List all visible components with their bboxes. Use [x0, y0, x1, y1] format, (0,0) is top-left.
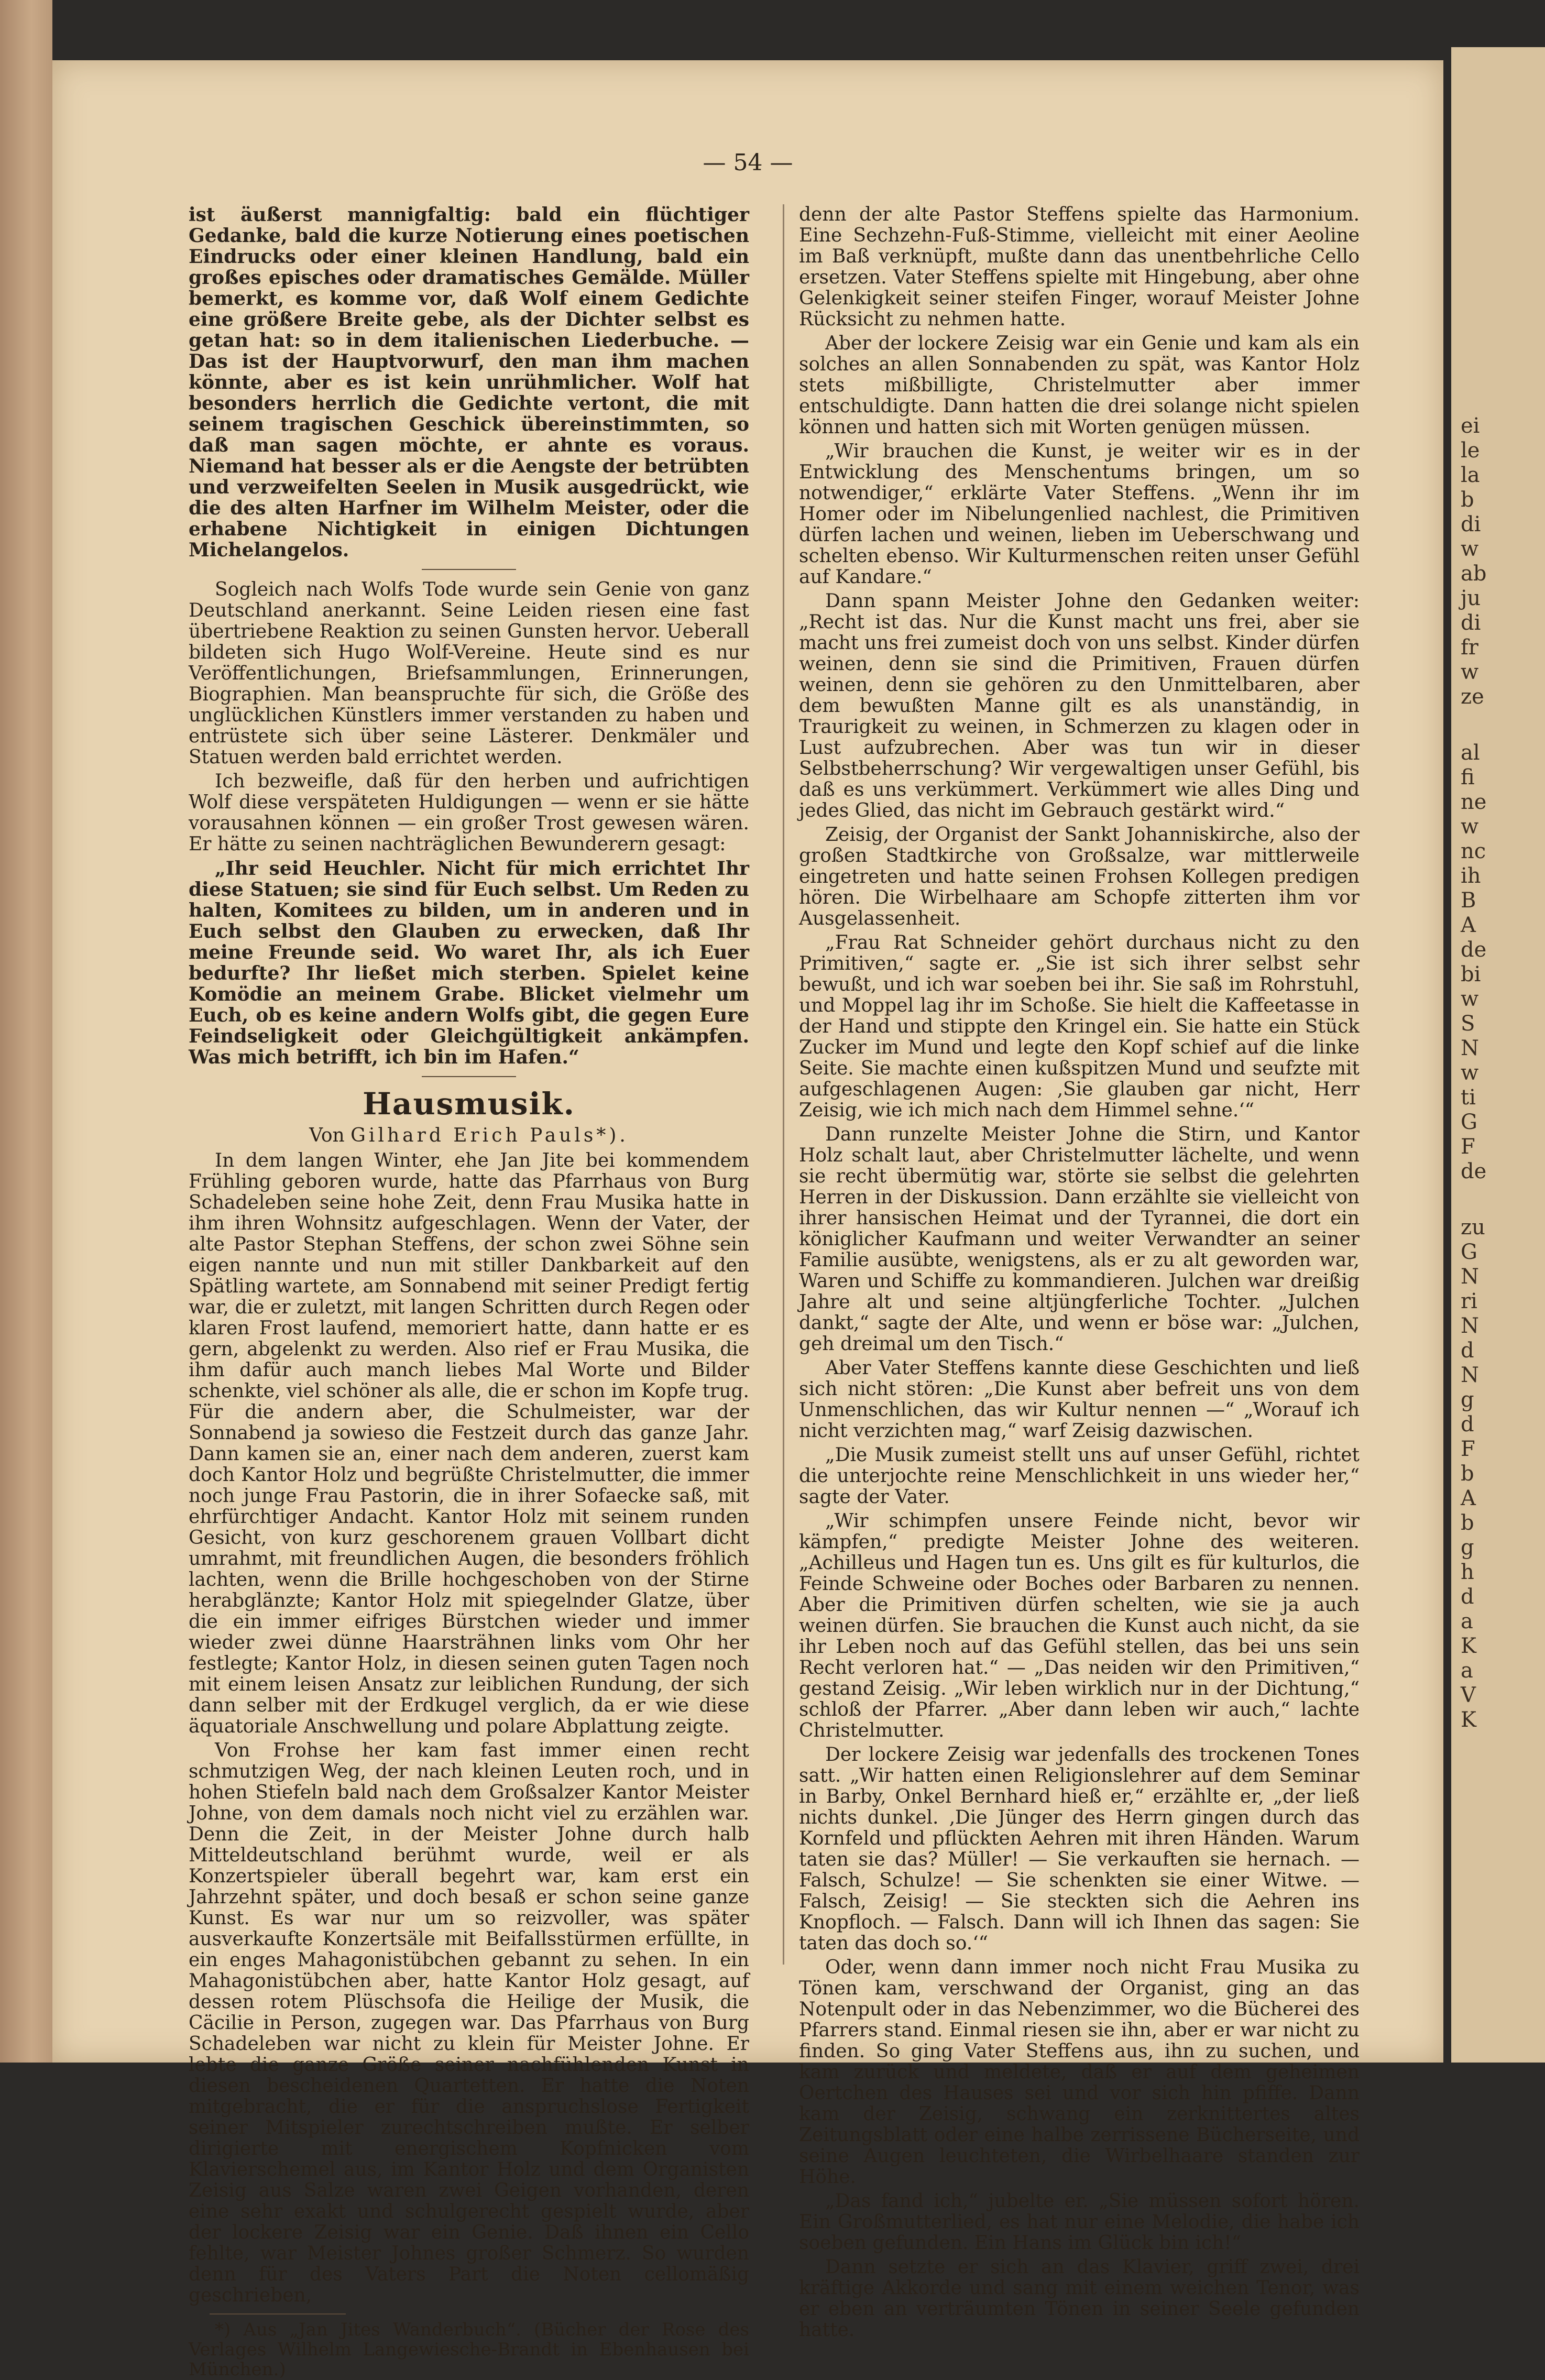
edge-text-fragment: bi: [1461, 962, 1481, 986]
edge-text-fragment: A: [1461, 913, 1476, 937]
edge-text-fragment: di: [1461, 512, 1481, 536]
edge-text-fragment: la: [1461, 463, 1480, 487]
edge-text-fragment: di: [1461, 611, 1481, 635]
edge-text-fragment: ze: [1461, 685, 1484, 709]
newspaper-page: [52, 60, 1443, 2380]
story-paragraph: Zeisig, der Organist der Sankt Johanniskirche, also der großen Stadtkirche von Großsalze, war mittlerweile eingetreten und hatte seinen Frohsen Kollegen predigen hören. Die Wirbelhaare am Schopfe zitterten ihm vor Ausgelassenheit.: [799, 824, 1360, 929]
story-paragraph: „Das fand ich,“ jubelte er. „Sie müssen sofort hören. Ein Großmutterlied, es hat nur eine Melodie, die habe ich soeben gefunden. Ein Hans im Glück bin ich!“: [799, 2190, 1360, 2254]
footnote-divider: [210, 2313, 346, 2315]
story-paragraph: Dann spann Meister Johne den Gedanken weiter: „Recht ist das. Nur die Kunst macht uns frei, aber sie macht uns frei zumeist doch von uns selbst. Kinder dürfen weinen, denn sie sind die Primitiven, Frauen dürfen weinen, denn sie gehören zu den Unmittelbaren, aber dem bewußten Manne gilt es als unanständig, in Traurigkeit zu weinen, in Schmerzen zu klagen oder in Lust aufzubrechen. Aber was tun wir in dieser Selbstbeherrschung? Wir vergewaltigen unser Gefühl, bis daß es uns verkümmert. Verkümmert wie alles Ding und jedes Glied, das nicht im Gebrauch gestärkt wird.“: [799, 590, 1360, 821]
story-paragraph: denn der alte Pastor Steffens spielte das Harmonium. Eine Sechzehn-Fuß-Stimme, vielleicht mit einer Aeoline im Baß verknüpft, mußte dann das unentbehrliche Cello ersetzen. Vater Steffens spielte mit Hingebung, aber ohne Gelenkigkeit seiner steifen Finger, worauf Meister Johne Rücksicht zu nehmen hatte.: [799, 204, 1360, 330]
story-paragraph: Von Frohse her kam fast immer einen recht schmutzigen Weg, der nach kleinen Leuten roch, und in hohen Stiefeln bald nach dem Großsalzer Kantor Meister Johne, von dem damals noch nicht viel zu erzählen war. Denn die Zeit, in der Meister Johne durch halb Mitteldeutschland berühmt wurde, weil er als Konzertspieler überall begehrt war, kam erst ein Jahrzehnt später, und doch besaß er schon seine ganze Kunst. Es war nur um so reizvoller, was später ausverkaufte Konzertsäle mit Beifallsstürmen erfüllte, in ein enges Mahagonistübchen gebannt zu sehen. In ein Mahagonistübchen aber, hatte Kantor Holz gesagt, auf dessen rotem Plüschsofa die Heilige der Musik, die Cäcilie in Person, zugegen war. Das Pfarrhaus von Burg Schadeleben war nicht zu klein für Meister Johne. Er lebte die ganze Größe seiner nachfühlenden Kunst in diesen bescheidenen Quartetten. Er hatte die Noten mitgebracht, die er für die anspruchslose Fertigkeit seiner Mitspieler zurechtschreiben mußte. Er selber dirigierte mit energischem Kopfnicken vom Klavierschemel aus, im Kantor Holz und dem Organisten Zeisig aus Salze waren zwei Geigen vorhanden, deren eine sehr exakt und schulgerecht gespielt wurde, aber der lockere Zeisig war ein Genie. Daß ihnen ein Cello fehlte, war Meister Johnes großer Schmerz. So wurden denn für des Vaters Part die Noten cellomäßig geschrieben,: [189, 1740, 749, 2306]
edge-text-fragment: G: [1461, 1240, 1477, 1264]
edge-text-fragment: nc: [1461, 839, 1486, 863]
article-byline: [189, 1125, 749, 1146]
edge-text-fragment: b: [1461, 1462, 1474, 1486]
story-paragraph: Der lockere Zeisig war jedenfalls des trockenen Tones satt. „Wir hatten einen Religionslehrer auf dem Seminar in Barby, Onkel Bernhard hieß er,“ erzählte er, „der ließ nichts dunkel. ‚Die Jünger des Herrn gingen durch das Kornfeld und pflückten Aehren mit ihren Händen. Warum taten sie das? Müller! — Sie verkauften sie hernach. — Falsch, Schulze! — Sie schenkten sie einer Witwe. — Falsch, Zeisig! — Sie steckten sich die Aehren ins Knopfloch. — Falsch. Dann will ich Ihnen das sagen: Sie taten das doch so.‘“: [799, 1744, 1360, 1954]
edge-text-fragment: S: [1461, 1012, 1475, 1036]
edge-text-fragment: ab: [1461, 562, 1487, 586]
page-number: — 54 —: [703, 149, 793, 176]
edge-text-fragment: ih: [1461, 864, 1481, 888]
edge-text-fragment: ti: [1461, 1085, 1476, 1110]
edge-text-fragment: w: [1461, 815, 1479, 839]
edge-text-fragment: F: [1461, 1135, 1475, 1159]
edge-text-fragment: g: [1461, 1388, 1474, 1412]
edge-text-fragment: b: [1461, 1511, 1474, 1535]
edge-text-fragment: b: [1461, 488, 1474, 512]
edge-text-fragment: zu: [1461, 1215, 1485, 1240]
edge-text-fragment: ne: [1461, 790, 1487, 814]
edge-text-fragment: ri: [1461, 1289, 1477, 1313]
article-heading: Hausmusik.: [363, 1086, 575, 1122]
next-page-edge: [1451, 47, 1545, 2063]
story-paragraph: Dann runzelte Meister Johne die Stirn, und Kantor Holz schalt laut, aber Christelmutter lächelte, und wenn sie recht übermütig war, störte sie selbst die gelehrten Herren in der Diskussion. Dann erzählte sie vielleicht von ihrer hansischen Heimat und der Tyrannei, die dort ein königlicher Kaufmann und weiter Verwandter an seiner Familie ausübte, wenigstens, als er zu alt geworden war, Waren und Schiffe zu kommandieren. Julchen war dreißig Jahre alt und seine altjüngferliche Tochter. „Julchen dankt,“ sagte der Alte, und wenn er böse war: „Julchen, geh dreimal um den Tisch.“: [799, 1124, 1360, 1355]
article-paragraph: „Ihr seid Heuchler. Nicht für mich errichtet Ihr diese Statuen; sie sind für Euch selbst. Um Reden zu halten, Komitees zu bilden, um in anderen und in Euch selbst den Glauben zu erwecken, daß Ihr meine Freunde seid. Wo waret Ihr, als ich Euer bedurfte? Ihr ließet mich sterben. Spielet keine Komödie an meinem Grabe. Blicket vielmehr um Euch, ob es keine andern Wolfs gibt, die gegen Eure Feindseligkeit oder Gleichgültigkeit ankämpfen. Was mich betrifft, ich bin im Hafen.“: [189, 858, 749, 1068]
edge-text-fragment: a: [1461, 1609, 1473, 1633]
story-paragraph: In dem langen Winter, ehe Jan Jite bei kommendem Frühling geboren wurde, hatte das Pfarrhaus von Burg Schadeleben seine hohe Zeit, denn Frau Musika hatte in ihm ihren Wohnsitz aufgeschlagen. Wenn der Vater, der alte Pastor Stephan Steffens, der schon zwei Söhne sein eigen nannte und nun mit stiller Dankbarkeit auf den Spätling wartete, am Sonnabend mit seiner Predigt fertig war, die er zuletzt, mit langen Schritten durch Regen oder klaren Frost laufend, memoriert hatte, dann hatte er es gern, abgelenkt zu werden. Also rief er Frau Musika, die ihm dafür auch manch liebes Mal Worte und Bilder schenkte, viel schöner als alle, die er schon im Kopfe trug. Für die andern aber, die Schulmeister, war der Sonnabend ja sowieso die Festzeit durch das ganze Jahr. Dann kamen sie an, einer nach dem anderen, zuerst kam doch Kantor Holz und begrüßte Christelmutter, die immer noch junge Frau Pastorin, die in ihrer Sofaecke saß, mit ehrfürchtiger Andacht. Kantor Holz mit seinem runden Gesicht, von kurz geschorenem grauen Vollbart dicht umrahmt, mit freundlichen Augen, die besonders fröhlich lachten, wenn die Brille hochgeschoben von der Stirne herabglänzte; Kantor Holz mit spiegelnder Glatze, über die ein immer eifriges Bürstchen wieder und immer wieder zwei dünne Haarsträhnen links vom Ohr her festlegte; Kantor Holz, in diesen seinen guten Tagen noch mit einem leisen Ansatz zur leiblichen Rundung, der sich dann selber mit der Erdkugel verglich, da er wie diese äquatoriale Anschwellung und polare Abplattung zeigte.: [189, 1150, 749, 1737]
edge-text-fragment: w: [1461, 537, 1479, 561]
edge-text-fragment: w: [1461, 1061, 1479, 1085]
edge-text-fragment: fi: [1461, 765, 1475, 789]
section-divider: [422, 569, 516, 570]
edge-text-fragment: N: [1461, 1265, 1479, 1289]
edge-text-fragment: al: [1461, 741, 1480, 765]
edge-text-fragment: de: [1461, 938, 1487, 962]
footnote: *) Aus „Jan Jites Wanderbuch“. (Bücher der Rose des Verlages Wilhelm Langewiesche-Brandt in Ebenhausen bei München.): [189, 2319, 749, 2380]
edge-text-fragment: A: [1461, 1486, 1476, 1510]
story-paragraph: „Wir schimpfen unsere Feinde nicht, bevor wir kämpfen,“ predigte Meister Johne des weiteren. „Achilleus und Hagen tun es. Uns gilt es für kulturlos, die Feinde Schweine oder Boches oder Barbaren zu nennen. Aber die Primitiven dürfen schelten, wie sie ja auch weinen dürfen. Sie brauchen die Kunst auch nicht, da sie ihr Leben noch auf das Gefühl stellen, das bei uns sein Recht verloren hat.“ — „Das neiden wir den Primitiven,“ gestand Zeisig. „Wir leben wirklich nur in der Dichtung,“ schloß der Pfarrer. „Aber dann leben wir auch,“ lachte Christelmutter.: [799, 1510, 1360, 1741]
edge-text-fragment: h: [1461, 1560, 1474, 1584]
edge-text-fragment: d: [1461, 1585, 1474, 1609]
edge-text-fragment: N: [1461, 1036, 1479, 1060]
byline-prefix: Von: [309, 1125, 345, 1146]
edge-text-fragment: N: [1461, 1363, 1479, 1387]
story-paragraph: Dann setzte er sich an das Klavier, griff zwei, drei kräftige Akkorde und sang mit einem weichen Tenor, was er eben an verträumten Tönen in seiner Seele gefunden hatte.: [799, 2256, 1360, 2341]
edge-text-fragment: le: [1461, 438, 1480, 463]
edge-text-fragment: K: [1461, 1708, 1476, 1732]
story-paragraph: „Frau Rat Schneider gehört durchaus nicht zu den Primitiven,“ sagte er. „Sie ist sich ihrer selbst sehr bewußt, und ich war soeben bei ihr. Sie saß im Rohrstuhl, und Moppel lag ihr im Schoße. Sie hielt die Kaffeetasse in der Hand und stippte den Kringel ein. Sie hatte ein Stück Zucker im Mund und legte den Kopf schief auf die linke Seite. Sie machte einen kußspitzen Mund und seufzte mit aufgeschlagenen Augen: ‚Sie glauben gar nicht, Herr Zeisig, wie ich mich nach dem Himmel sehne.‘“: [799, 932, 1360, 1121]
article-paragraph: Ich bezweifle, daß für den herben und aufrichtigen Wolf diese verspäteten Huldigungen — wenn er sie hätte vorausahnen können — ein großer Trost gewesen wären. Er hätte zu seinen nachträglichen Bewunderern gesagt:: [189, 771, 749, 855]
left-column: [189, 204, 749, 2380]
edge-text-fragment: a: [1461, 1659, 1473, 1683]
edge-text-fragment: V: [1461, 1683, 1476, 1707]
edge-text-fragment: d: [1461, 1412, 1474, 1436]
edge-text-fragment: g: [1461, 1536, 1474, 1560]
right-column: [799, 204, 1360, 2341]
column-rule: [783, 204, 784, 1965]
edge-text-fragment: de: [1461, 1159, 1487, 1183]
book-binding-edge: [0, 0, 52, 2063]
edge-text-fragment: F: [1461, 1437, 1475, 1461]
intro-paragraph: ist äußerst mannigfaltig: bald ein flüchtiger Gedanke, bald die kurze Notierung eines poetischen Eindrucks oder einer kleinen Handlung, bald ein großes episches oder dramatisches Gemälde. Müller bemerkt, es komme vor, daß Wolf einem Gedichte eine größere Breite gebe, als der Dichter selbst es getan hat: so in dem italienischen Liederbuche. — Das ist der Hauptvorwurf, den man ihm machen könnte, aber es ist kein unrühmlicher. Wolf hat besonders herrlich die Gedichte vertont, die mit seinem tragischen Geschick übereinstimmten, so daß man sagen möchte, er ahnte es voraus. Niemand hat besser als er die Aengste der betrübten und verzweifelten Seelen in Musik ausgedrückt, wie die des alten Harfner im Wilhelm Meister, oder die erhabene Nichtigkeit in einigen Dichtungen Michelangelos.: [189, 204, 749, 561]
article-paragraph: Sogleich nach Wolfs Tode wurde sein Genie von ganz Deutschland anerkannt. Seine Leiden riesen eine fast übertriebene Reaktion zu seinen Gunsten hervor. Ueberall bildeten sich Hugo Wolf-Vereine. Heute sind es nur Veröffentlichungen, Briefsammlungen, Erinnerungen, Biographien. Man beanspruchte für sich, die Größe des unglücklichen Künstlers immer verstanden zu haben und entrüstete sich über seine Lästerer. Denkmäler und Statuen werden bald errichtet werden.: [189, 579, 749, 768]
edge-text-fragment: fr: [1461, 635, 1478, 660]
story-paragraph: Aber der lockere Zeisig war ein Genie und kam als ein solches an allen Sonnabenden zu spät, was Kantor Holz stets mißbilligte, Christelmutter aber immer entschuldigte. Dann hatten die drei solange nicht spielen können und hatten sich mit Worten genügen müssen.: [799, 333, 1360, 438]
section-divider: [422, 1076, 516, 1077]
story-paragraph: Oder, wenn dann immer noch nicht Frau Musika zu Tönen kam, verschwand der Organist, ging an das Notenpult oder in das Nebenzimmer, wo die Büchereі des Pfarrers stand. Einmal riesen sie ihn, aber er war nicht zu finden. So ging Vater Steffens aus, ihn zu suchen, und kam zurück und meldete, daß er auf dem geheimen Oertchen des Hauses sei und vor sich hin pfiffe. Dann kam der Zeisig, schwang ein zerknittertes altes Zeitungsblatt oder eine halbe zerrissene Bücherseite, und seine Augen leuchteten, die Wirbelhaare standen zur Höhe.: [799, 1957, 1360, 2188]
edge-text-fragment: G: [1461, 1110, 1477, 1134]
edge-text-fragment: d: [1461, 1339, 1474, 1363]
edge-text-fragment: w: [1461, 987, 1479, 1011]
story-paragraph: „Die Musik zumeist stellt uns auf unser Gefühl, richtet die unterjochte reine Menschlichkeit in uns wieder her,“ sagte der Vater.: [799, 1444, 1360, 1508]
edge-text-fragment: ei: [1461, 414, 1480, 438]
story-paragraph: Aber Vater Steffens kannte diese Geschichten und ließ sich nicht stören: „Die Kunst aber befreit uns von dem Unmenschlichen, das wir Kultur nennen —“ „Worauf ich nicht verzichten mag,“ warf Zeisig dazwischen.: [799, 1357, 1360, 1442]
edge-text-fragment: K: [1461, 1634, 1476, 1658]
edge-text-fragment: B: [1461, 889, 1476, 913]
story-paragraph: „Wir brauchen die Kunst, je weiter wir es in der Entwicklung des Menschentums bringen, um so notwendiger,“ erklärte Vater Steffens. „Wenn ihr im Homer oder im Nibelungenlied nachlest, die Primitiven dürfen lachen und weinen, lieben im Ueberschwang und schelten ebenso. Wir Kulturmenschen reiten unser Gefühl auf Kandare.“: [799, 441, 1360, 588]
edge-text-fragment: N: [1461, 1314, 1479, 1338]
edge-text-fragment: w: [1461, 660, 1479, 684]
byline-author: Gilhard Erich Pauls*).: [350, 1125, 629, 1146]
edge-text-fragment: ju: [1461, 586, 1481, 610]
